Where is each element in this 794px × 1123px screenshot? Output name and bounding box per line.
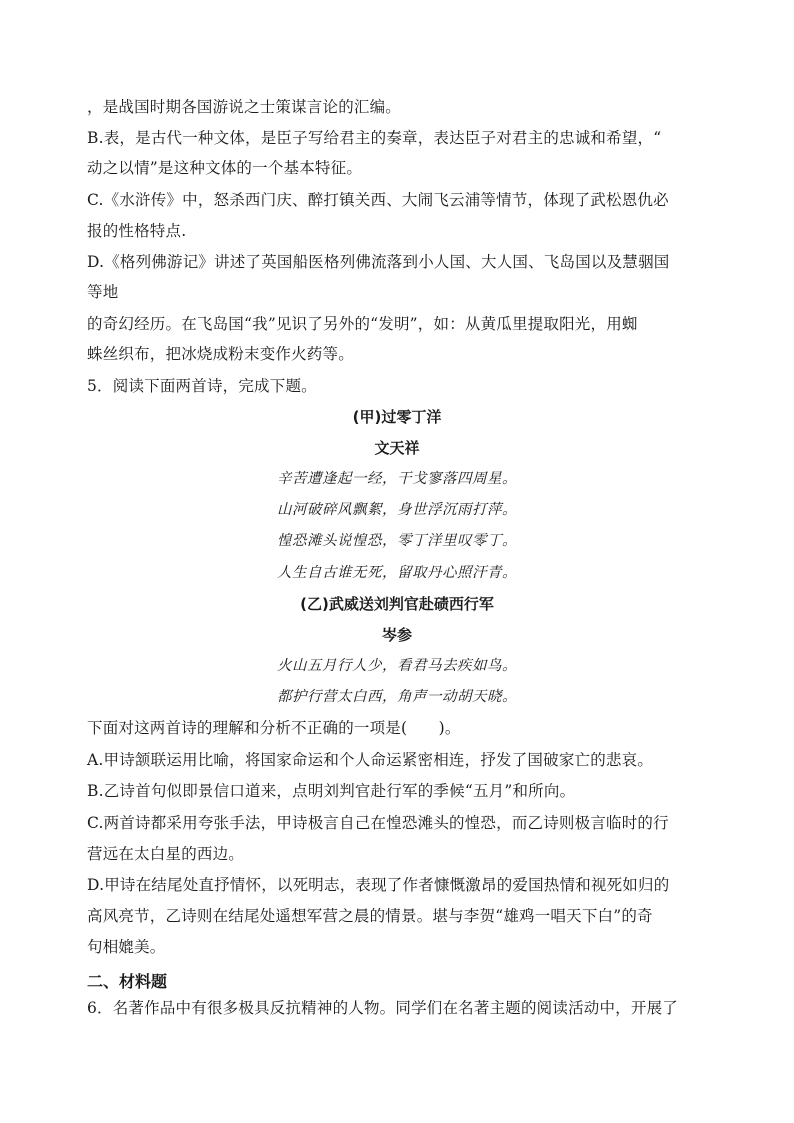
section-heading: 二、材料题 [87, 972, 168, 991]
q5-option-c-line1: C.两首诗都采用夸张手法，甲诗极言自己在惶恐滩头的惶恐，而乙诗则极言临时的行 [87, 814, 669, 832]
poem-a-line: 人生自古谁无死，留取丹心照汗青。 [277, 565, 517, 581]
poem-b-title: (乙)武威送刘判官赴碛西行军 [300, 595, 494, 613]
q6-stem-line1: 6．名著作品中有很多极具反抗精神的人物。同学们在名著主题的阅读活动中，开展了 [87, 999, 678, 1017]
q4-option-c-line1: C.《水浒传》中，怒杀西门庆、醉打镇关西、大闹飞云浦等情节，体现了武松恩仇必 [87, 191, 669, 209]
poem-a-author: 文天祥 [374, 439, 420, 457]
poem-b-line: 都护行营太白西，角声一动胡天晓。 [277, 689, 517, 705]
q4-option-c-line2: 报的性格特点. [87, 222, 187, 240]
q5-question: 下面对这两首诗的理解和分析不正确的一项是( )。 [87, 719, 461, 737]
q5-option-d-line1: D.甲诗在结尾处直抒情怀，以死明志，表现了作者慷慨激昂的爱国热情和视死如归的 [87, 876, 670, 894]
poem-b-line: 火山五月行人少，看君马去疾如鸟。 [277, 658, 517, 674]
q4-option-d-line3: 的奇幻经历。在飞岛国“我”见识了另外的“发明”，如：从黄瓜里提取阳光，用蜘 [87, 315, 638, 333]
q5-option-a: A.甲诗颔联运用比喻，将国家命运和个人命运紧密相连，抒发了国破家亡的悲哀。 [87, 751, 654, 769]
q5-option-d-line3: 句相媲美。 [87, 938, 166, 956]
q4-option-d-line2: 等地 [87, 283, 119, 301]
q4-option-d-line1: D.《格列佛游记》讲述了英国船医格列佛流落到小人国、大人国、飞岛国以及慧骃国 [87, 253, 670, 271]
q5-option-d-line2: 高风亮节，乙诗则在结尾处遥想军营之晨的情景。堪与李贺“雄鸡一唱天下白”的奇 [87, 907, 653, 925]
poem-a-line: 惶恐滩头说惶恐，零丁洋里叹零丁。 [277, 533, 517, 549]
q5-option-c-line2: 营远在太白星的西边。 [87, 845, 245, 863]
poem-a-line: 辛苦遭逢起一经，干戈寥落四周星。 [277, 471, 517, 487]
q5-option-b: B.乙诗首句似即景信口道来，点明刘判官赴行军的季候“五月”和所向。 [87, 782, 576, 800]
poem-a-line: 山河破碎风飘絮，身世浮沉雨打萍。 [277, 502, 517, 518]
q4-option-d-line4: 蛛丝织布，把冰烧成粉末变作火药等。 [87, 345, 354, 363]
q5-stem: 5．阅读下面两首诗，完成下题。 [87, 377, 317, 395]
q4-option-a-tail: ，是战国时期各国游说之士策谋言论的汇编。 [87, 98, 402, 116]
poem-a-title: (甲)过零丁洋 [352, 408, 442, 426]
q4-option-b-line1: B.表，是古代一种文体，是臣子写给君主的奏章，表达臣子对君主的忠诚和希望，“ [87, 129, 662, 147]
poem-b-author: 岑参 [381, 626, 412, 644]
q4-option-b-line2: 动之以情”是这种文体的一个基本特征。 [87, 159, 363, 177]
